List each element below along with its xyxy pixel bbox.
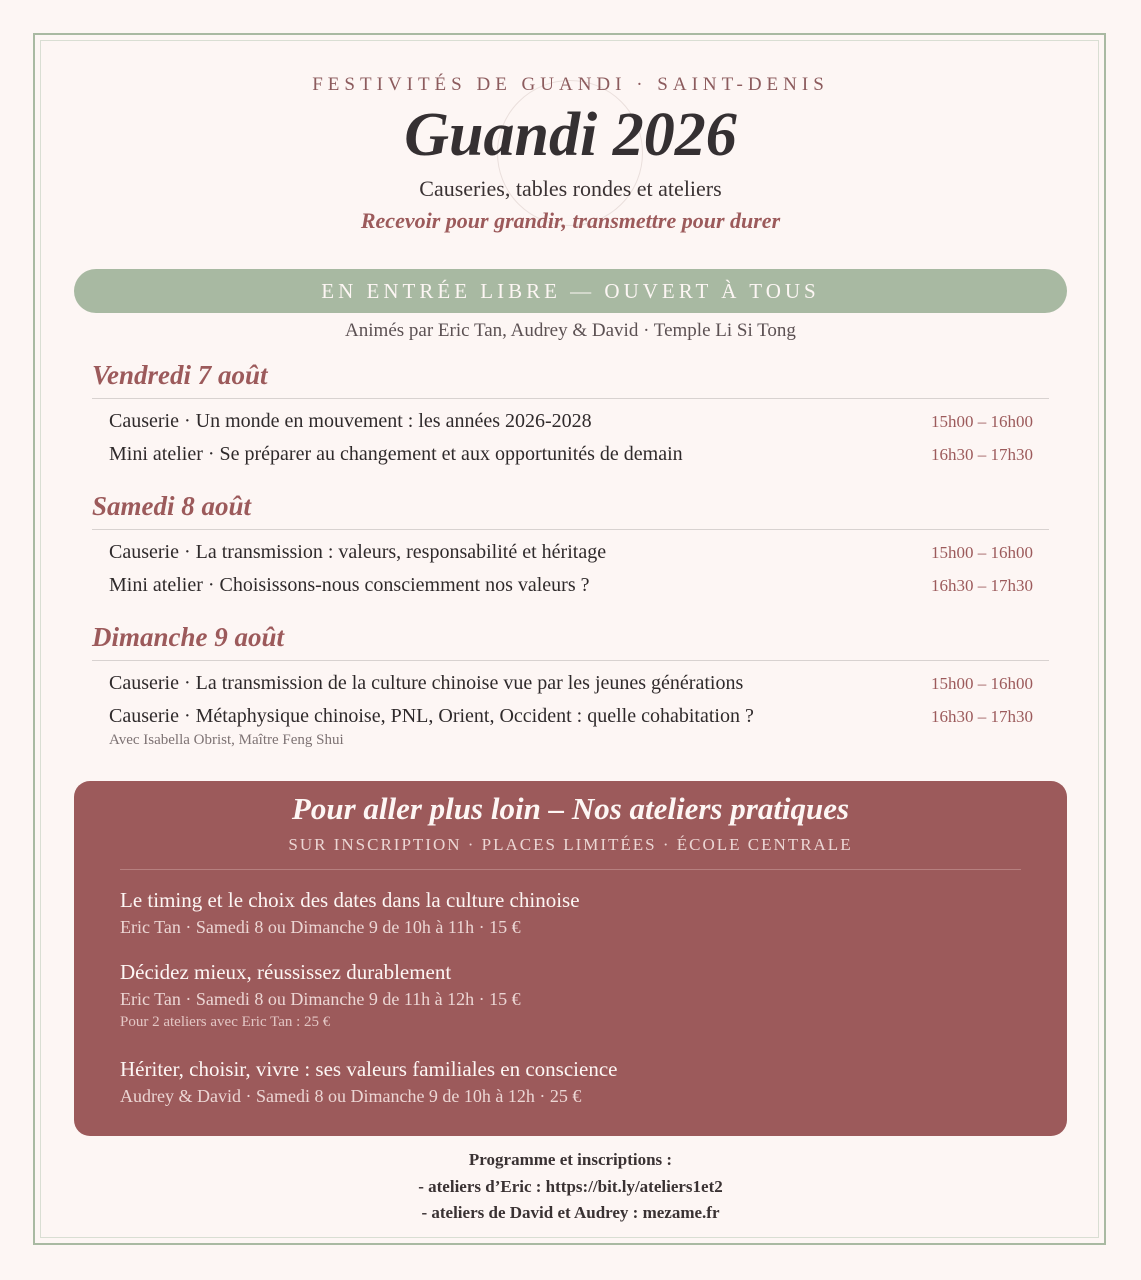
workshop-meta: Audrey & David · Samedi 8 ou Dimanche 9 de 10h à 12h · 25 € bbox=[120, 1086, 582, 1106]
free-entry-banner: EN ENTRÉE LIBRE — OUVERT À TOUS bbox=[74, 269, 1067, 313]
session-label: Causerie · La transmission de la culture chinoise vue par les jeunes générations bbox=[109, 672, 744, 694]
workshop-item bbox=[120, 888, 1020, 938]
workshop-item bbox=[120, 960, 1020, 1031]
divider bbox=[120, 869, 1021, 870]
page-subtitle: Causeries, tables rondes et ateliers bbox=[419, 176, 722, 201]
footer-heading: Programme et inscriptions : bbox=[468, 1150, 673, 1169]
day-title: Vendredi 7 août bbox=[92, 358, 1049, 399]
session-time: 16h30 – 17h30 bbox=[931, 707, 1033, 726]
footer-link-eric[interactable]: - ateliers d’Eric : https://bit.ly/ateliers1et2 bbox=[418, 1177, 723, 1196]
workshop-meta: Eric Tan · Samedi 8 ou Dimanche 9 de 11h à 12h · 15 € bbox=[120, 989, 521, 1009]
day-section bbox=[92, 620, 1049, 755]
session-row bbox=[109, 410, 1033, 433]
event-kicker: FESTIVITÉS DE GUANDI · SAINT-DENIS bbox=[312, 74, 829, 95]
session-row bbox=[109, 705, 1033, 728]
workshops-title: Pour aller plus loin – Nos ateliers pratiques bbox=[291, 791, 850, 826]
session-time: 15h00 – 16h00 bbox=[931, 412, 1033, 431]
session-row bbox=[109, 574, 1033, 597]
session-row bbox=[109, 443, 1033, 466]
hosts-line: Animés par Eric Tan, Audrey & David · Temple Li Si Tong bbox=[345, 320, 796, 341]
session-time: 16h30 – 17h30 bbox=[931, 576, 1033, 595]
tagline: Recevoir pour grandir, transmettre pour durer bbox=[360, 208, 781, 233]
session-row bbox=[109, 672, 1033, 695]
footer-link-mezame[interactable]: - ateliers de David et Audrey : mezame.fr bbox=[421, 1203, 720, 1222]
workshop-meta: Eric Tan · Samedi 8 ou Dimanche 9 de 10h à 11h · 15 € bbox=[120, 917, 521, 937]
workshop-name: Le timing et le choix des dates dans la culture chinoise bbox=[120, 888, 580, 912]
session-label: Mini atelier · Choisissons-nous consciemment nos valeurs ? bbox=[109, 574, 590, 596]
workshops-panel bbox=[74, 781, 1067, 1136]
workshop-extra: Pour 2 ateliers avec Eric Tan : 25 € bbox=[120, 1014, 331, 1030]
session-time: 16h30 – 17h30 bbox=[931, 445, 1033, 464]
session-row bbox=[109, 541, 1033, 564]
workshop-name: Hériter, choisir, vivre : ses valeurs familiales en conscience bbox=[120, 1057, 618, 1081]
session-time: 15h00 – 16h00 bbox=[931, 543, 1033, 562]
page-title: Guandi 2026 bbox=[404, 101, 737, 169]
workshop-item bbox=[120, 1057, 1020, 1107]
session-label: Mini atelier · Se préparer au changement et aux opportunités de demain bbox=[109, 443, 683, 465]
session-label: Causerie · La transmission : valeurs, responsabilité et héritage bbox=[109, 541, 607, 563]
day-section bbox=[92, 358, 1049, 468]
day-title: Samedi 8 août bbox=[92, 489, 1049, 530]
session-note: Avec Isabella Obrist, Maître Feng Shui bbox=[109, 732, 344, 748]
session-label: Causerie · Métaphysique chinoise, PNL, Orient, Occident : quelle cohabitation ? bbox=[109, 705, 754, 727]
session-time: 15h00 – 16h00 bbox=[931, 674, 1033, 693]
day-section bbox=[92, 489, 1049, 599]
day-title: Dimanche 9 août bbox=[92, 620, 1049, 661]
session-label: Causerie · Un monde en mouvement : les années 2026-2028 bbox=[109, 410, 592, 432]
workshop-name: Décidez mieux, réussissez durablement bbox=[120, 960, 452, 984]
workshops-subtitle: SUR INSCRIPTION · PLACES LIMITÉES · ÉCOLE CENTRALE bbox=[288, 835, 853, 854]
